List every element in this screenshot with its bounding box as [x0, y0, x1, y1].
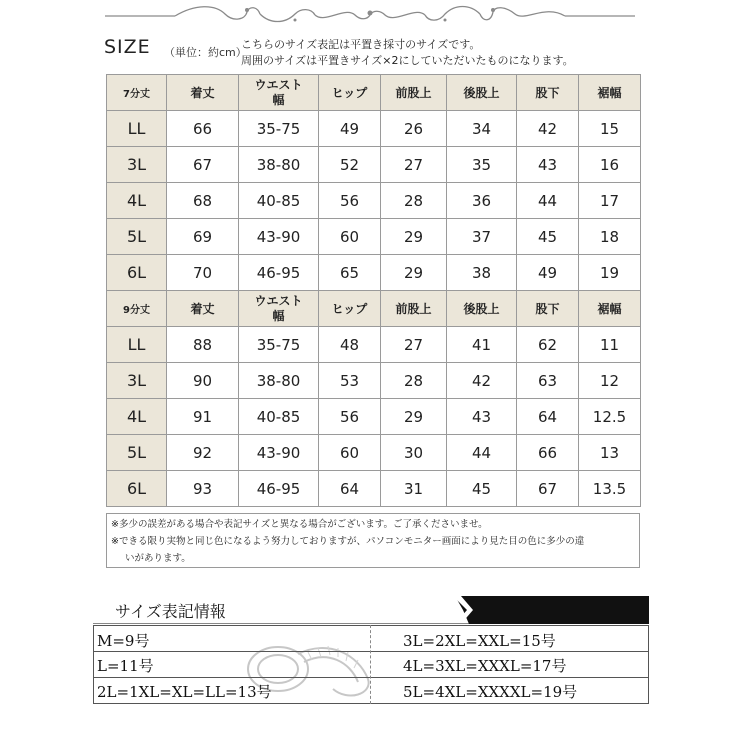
value-cell: 29: [381, 255, 447, 291]
value-cell: 35-75: [239, 327, 319, 363]
value-cell: 30: [381, 435, 447, 471]
value-cell: 44: [447, 435, 517, 471]
table-row: [107, 327, 641, 363]
table-row: [107, 111, 641, 147]
col-header: 着丈: [167, 291, 239, 327]
table-row: [107, 147, 641, 183]
value-cell: 46-95: [239, 255, 319, 291]
col-header-waist: [239, 75, 319, 111]
note-line: ※多少の誤差がある場合や表記サイズと異なる場合がございます。ご了承くださいませ。: [111, 519, 488, 530]
value-cell: 42: [517, 111, 579, 147]
info-divider: [93, 651, 649, 652]
value-cell: 92: [167, 435, 239, 471]
value-cell: 40-85: [239, 183, 319, 219]
value-cell: 42: [447, 363, 517, 399]
ornament-divider: [105, 2, 635, 28]
col-header: 裾幅: [579, 75, 641, 111]
value-cell: 66: [517, 435, 579, 471]
value-cell: 53: [319, 363, 381, 399]
table-row: [107, 399, 641, 435]
value-cell: 38: [447, 255, 517, 291]
value-cell: 28: [381, 363, 447, 399]
note-line: いがあります。: [125, 553, 191, 564]
col-header: 前股上: [381, 75, 447, 111]
size-title: SIZE: [104, 36, 151, 58]
table-row: [107, 435, 641, 471]
value-cell: 38-80: [239, 363, 319, 399]
value-cell: 60: [319, 219, 381, 255]
value-cell: 31: [381, 471, 447, 507]
value-cell: 40-85: [239, 399, 319, 435]
value-cell: 16: [579, 147, 641, 183]
value-cell: 65: [319, 255, 381, 291]
value-cell: 13: [579, 435, 641, 471]
value-cell: 93: [167, 471, 239, 507]
waist-top: ウエスト: [254, 293, 303, 308]
col-header: 前股上: [381, 291, 447, 327]
size-cell: LL: [107, 111, 167, 147]
value-cell: 67: [517, 471, 579, 507]
table-row: [107, 183, 641, 219]
value-cell: 29: [381, 399, 447, 435]
size-unit: （単位：約cm）: [164, 46, 247, 59]
value-cell: 46-95: [239, 471, 319, 507]
size-cell: 3L: [107, 147, 167, 183]
size-cell: 3L: [107, 363, 167, 399]
value-cell: 27: [381, 327, 447, 363]
size-cell: 6L: [107, 255, 167, 291]
info-divider: [93, 677, 649, 678]
table-row: [107, 471, 641, 507]
size-table: [106, 74, 641, 507]
info-left-item: L=11号: [97, 657, 154, 675]
value-cell: 90: [167, 363, 239, 399]
section-label: 7分丈: [107, 75, 167, 111]
value-cell: 13.5: [579, 471, 641, 507]
value-cell: 45: [447, 471, 517, 507]
note-line: ※できる限り実物と同じ色になるよう努力しておりますが、パソコンモニター画面により見た目の色に多少の違: [111, 536, 585, 547]
header-note-1: こちらのサイズ表記は平置き採寸のサイズです。: [241, 38, 481, 51]
section-header-row: [107, 291, 641, 327]
notes-block: [106, 513, 640, 568]
size-cell: 6L: [107, 471, 167, 507]
value-cell: 35-75: [239, 111, 319, 147]
value-cell: 26: [381, 111, 447, 147]
table-row: [107, 363, 641, 399]
info-vdivider: [370, 625, 371, 704]
value-cell: 43-90: [239, 219, 319, 255]
info-right-item: 4L=3XL=XXXL=17号: [403, 657, 567, 675]
value-cell: 52: [319, 147, 381, 183]
value-cell: 49: [319, 111, 381, 147]
value-cell: 43: [517, 147, 579, 183]
col-header: 着丈: [167, 75, 239, 111]
info-left-item: 2L=1XL=XL=LL=13号: [97, 683, 272, 701]
value-cell: 37: [447, 219, 517, 255]
value-cell: 15: [579, 111, 641, 147]
value-cell: 91: [167, 399, 239, 435]
col-header: 後股上: [447, 291, 517, 327]
col-header-waist: [239, 291, 319, 327]
info-right-item: 5L=4XL=XXXXL=19号: [403, 683, 578, 701]
size-cell: 4L: [107, 183, 167, 219]
col-header: 後股上: [447, 75, 517, 111]
value-cell: 62: [517, 327, 579, 363]
value-cell: 48: [319, 327, 381, 363]
value-cell: 34: [447, 111, 517, 147]
info-left-item: M=9号: [97, 632, 150, 650]
value-cell: 35: [447, 147, 517, 183]
col-header: 裾幅: [579, 291, 641, 327]
value-cell: 38-80: [239, 147, 319, 183]
value-cell: 64: [319, 471, 381, 507]
value-cell: 36: [447, 183, 517, 219]
value-cell: 12: [579, 363, 641, 399]
header-note-2: 周囲のサイズは平置きサイズ×2にしていただいたものになります。: [241, 54, 574, 67]
value-cell: 27: [381, 147, 447, 183]
col-header: 股下: [517, 291, 579, 327]
value-cell: 68: [167, 183, 239, 219]
value-cell: 49: [517, 255, 579, 291]
value-cell: 63: [517, 363, 579, 399]
value-cell: 11: [579, 327, 641, 363]
section-label: 9分丈: [107, 291, 167, 327]
col-header: ヒップ: [319, 291, 381, 327]
size-cell: 4L: [107, 399, 167, 435]
table-row: [107, 255, 641, 291]
value-cell: 43: [447, 399, 517, 435]
col-header: 股下: [517, 75, 579, 111]
value-cell: 69: [167, 219, 239, 255]
waist-bottom: 幅: [272, 92, 285, 107]
value-cell: 17: [579, 183, 641, 219]
value-cell: 60: [319, 435, 381, 471]
table-row: [107, 219, 641, 255]
value-cell: 12.5: [579, 399, 641, 435]
value-cell: 18: [579, 219, 641, 255]
value-cell: 44: [517, 183, 579, 219]
info-title: サイズ表記情報: [115, 602, 226, 621]
info-right-item: 3L=2XL=XXL=15号: [403, 632, 556, 650]
waist-bottom: 幅: [272, 308, 285, 323]
value-cell: 64: [517, 399, 579, 435]
value-cell: 56: [319, 183, 381, 219]
value-cell: 56: [319, 399, 381, 435]
value-cell: 29: [381, 219, 447, 255]
value-cell: 45: [517, 219, 579, 255]
value-cell: 43-90: [239, 435, 319, 471]
size-cell: LL: [107, 327, 167, 363]
size-cell: 5L: [107, 435, 167, 471]
value-cell: 28: [381, 183, 447, 219]
value-cell: 19: [579, 255, 641, 291]
value-cell: 88: [167, 327, 239, 363]
value-cell: 66: [167, 111, 239, 147]
section-header-row: [107, 75, 641, 111]
value-cell: 41: [447, 327, 517, 363]
value-cell: 67: [167, 147, 239, 183]
value-cell: 70: [167, 255, 239, 291]
size-cell: 5L: [107, 219, 167, 255]
col-header: ヒップ: [319, 75, 381, 111]
waist-top: ウエスト: [254, 77, 303, 92]
